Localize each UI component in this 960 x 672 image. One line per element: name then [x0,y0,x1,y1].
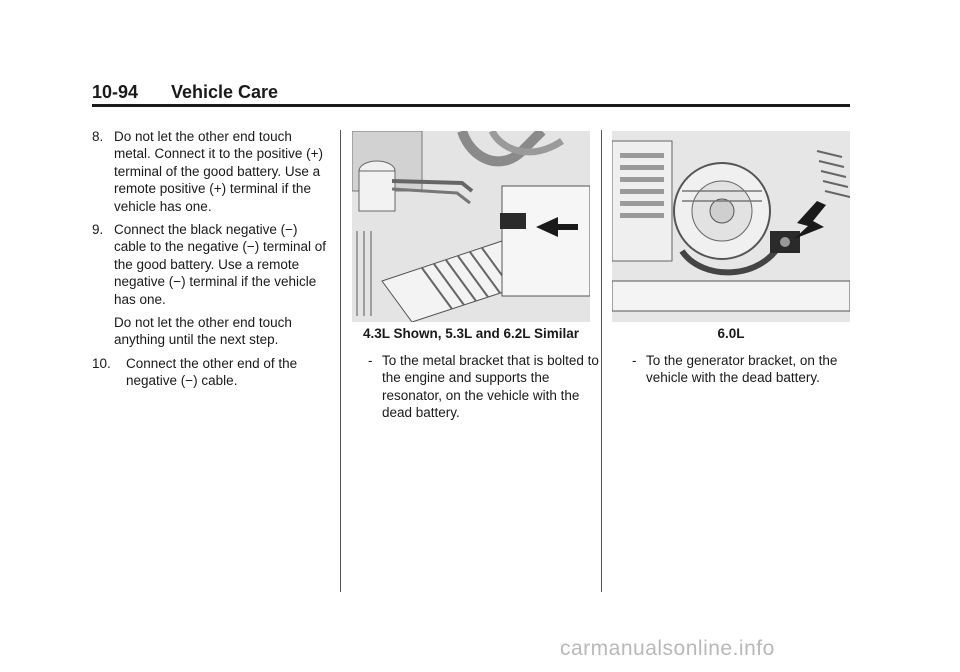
page-number: 10-94 [92,82,139,102]
figure-caption-6-0l: 6.0L [717,326,745,341]
step-number: 8. [92,129,104,144]
step-text: Connect the other end of the negative (−) cable. [126,355,298,389]
header-rule [92,104,850,107]
instructions-column [92,128,332,396]
bullet-dash: - [368,353,373,368]
step-number: 10. [92,355,111,371]
bullet-dash: - [632,353,637,368]
column-divider-1 [340,130,341,592]
section-title: Vehicle Care [171,82,279,102]
figure-caption-4-3l: 4.3L Shown, 5.3L and 6.2L Similar [362,326,580,341]
step-number: 9. [92,222,104,238]
engine-illustration-6-0l [612,131,850,322]
step-text: Do not let the other end touch metal. Connect it to the positive (+) terminal of the good battery. Use a remote positive (+) terminal if the vehicle has one. [114,129,323,214]
step-9-note: Do not let the other end touch anything until the next step. [114,315,292,348]
page-header [92,82,850,106]
step-8 [92,128,332,215]
bullet-text: To the generator bracket, on the vehicle with the dead battery. [646,353,838,386]
engine-drawing [352,131,590,322]
step-9 [92,221,332,308]
step-text: Connect the black negative (−) cable to the negative (−) terminal of the good battery. Use a remote negative (−) terminal if the vehicle has one. [114,222,326,307]
bullet-generator-bracket [632,352,860,387]
watermark: carmanualsonline.info [560,637,775,660]
bullet-text: To the metal bracket that is bolted to the engine and supports the resonator, on the vehicle with the dead battery. [382,353,599,421]
engine-illustration-4-3l [352,131,590,322]
engine-drawing [612,131,850,322]
column-divider-2 [601,130,602,592]
step-10 [92,355,332,390]
bullet-metal-bracket [368,352,600,422]
